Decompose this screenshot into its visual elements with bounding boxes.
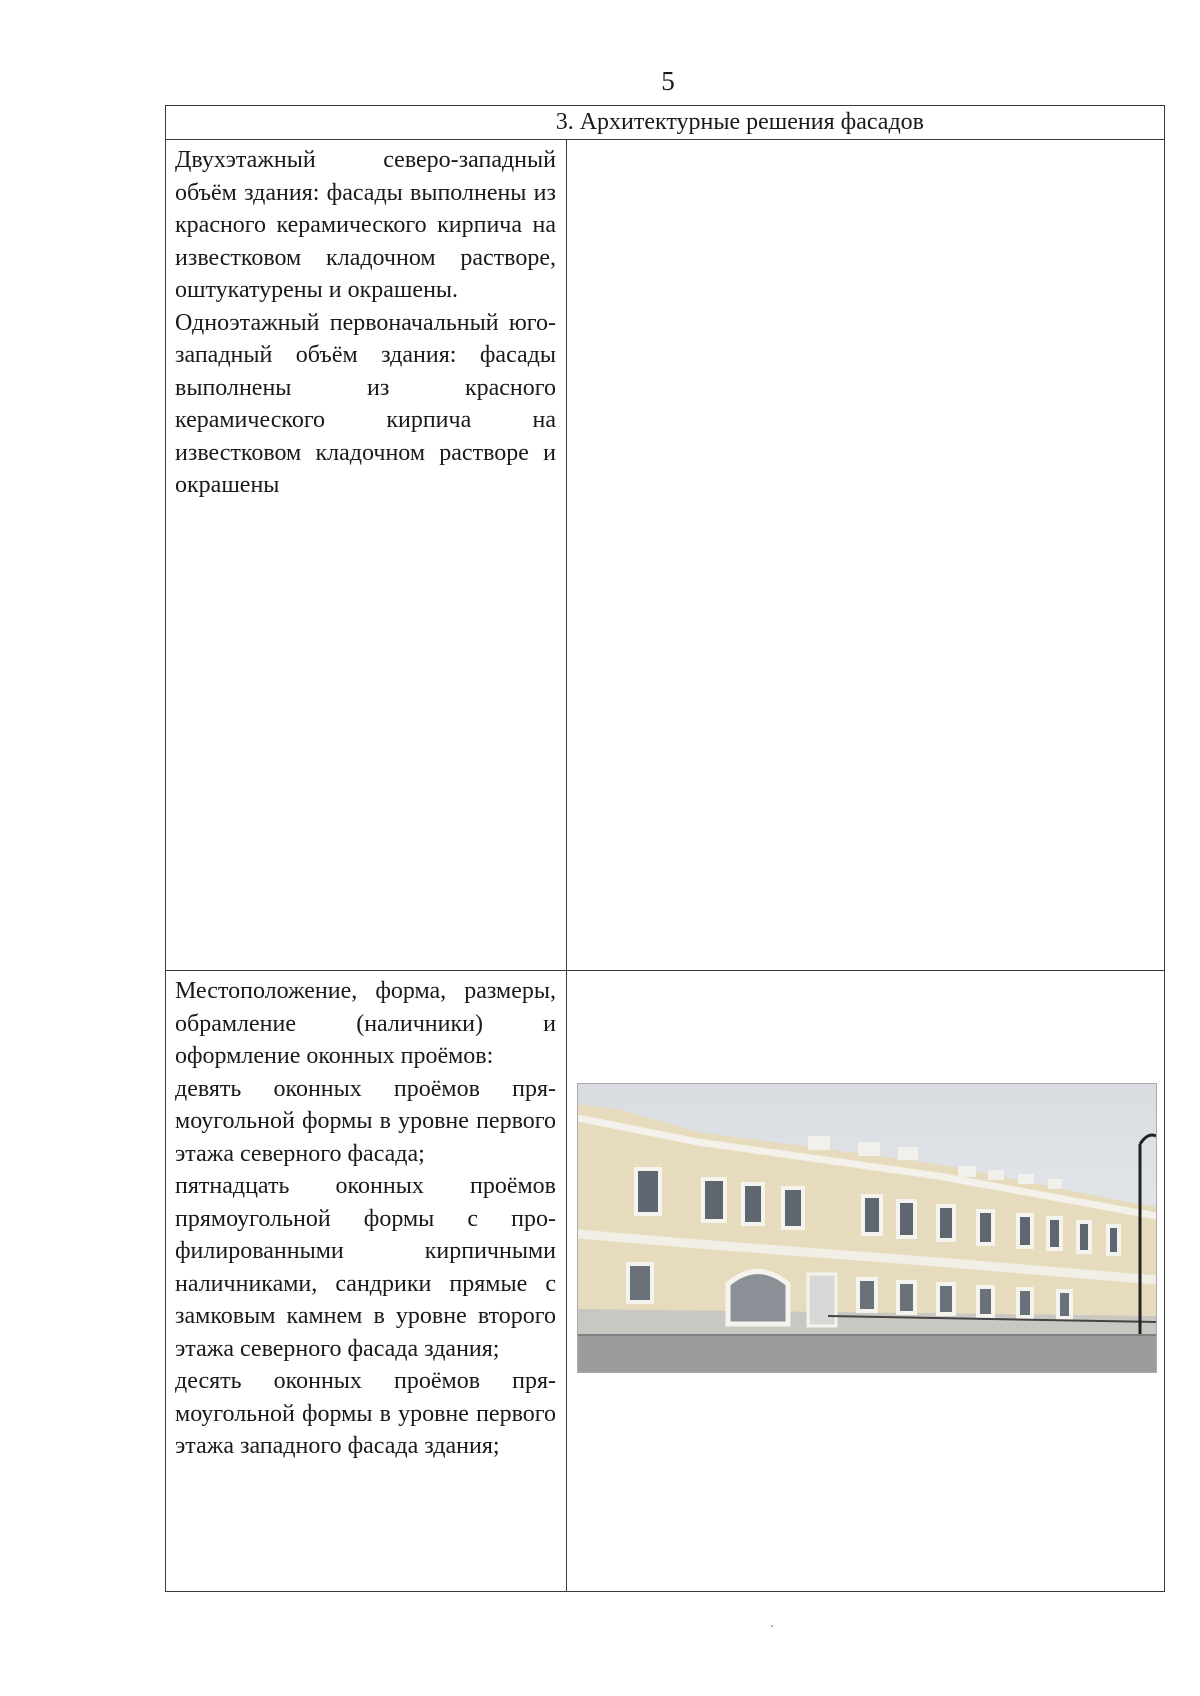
- description-cell: [166, 140, 567, 971]
- page-number: 5: [661, 66, 675, 96]
- empty-photo-cell: [567, 140, 1165, 971]
- scan-speck: [771, 1625, 773, 1627]
- facade-table: [165, 105, 1165, 1592]
- paragraph: десять оконных проёмов прямоугольной формы в уровне первого этажа западного фасада здания;: [175, 1368, 556, 1459]
- paragraph: пятнадцать оконных проёмов прямоугольной формы с профилированными кирпичными наличниками, сандрики прямые с замковым камнем в уровне второго этажа северного фасада здания;: [175, 1173, 556, 1362]
- paragraph: Местоположение, форма, размеры, обрамление (наличники) и оформление оконных проёмов:: [175, 978, 556, 1069]
- paragraph: девять оконных проёмов прямоугольной формы в уровне первого этажа северного фасада;: [175, 1075, 556, 1167]
- table-row: [166, 971, 1165, 1592]
- paragraph: Одноэтажный первоначальный юго-западный объём здания: фасады выполнены из красного керамического кирпича на известковом кладочном растворе и окрашены: [175, 309, 556, 498]
- section-header: 3. Архитектурные решения фасадов: [166, 106, 1165, 140]
- building-facade-photo: [577, 1083, 1157, 1373]
- paragraph: Двухэтажный северо-западный объём здания: фасады выполнены из красного керамического кирпича на известковом кладочном растворе, оштукатурены и окрашены.: [175, 147, 556, 303]
- photo-cell: [567, 971, 1165, 1592]
- description-cell: [166, 971, 567, 1592]
- table-row: [166, 140, 1165, 971]
